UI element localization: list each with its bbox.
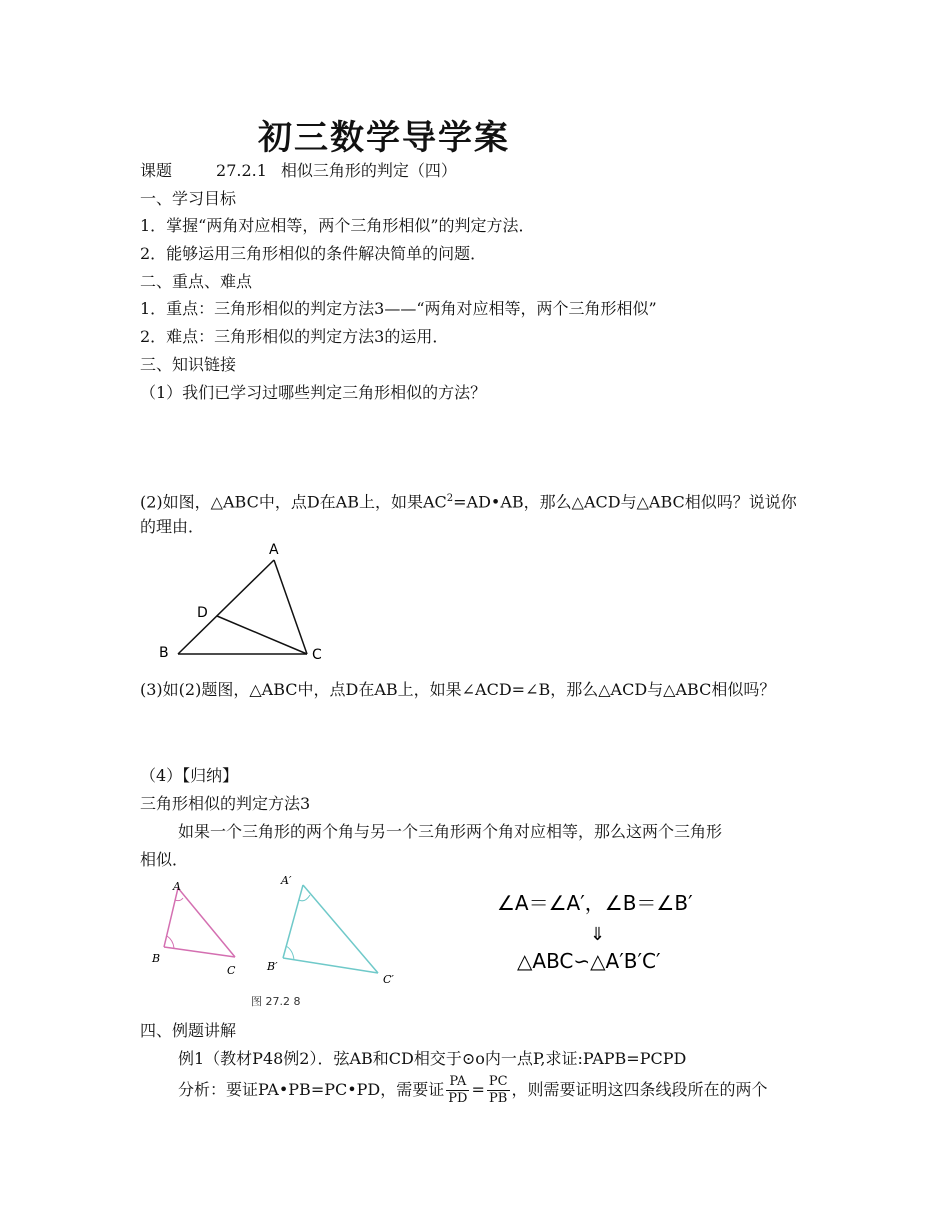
question-2: (2)如图，△ABC中，点D在AB上，如果$AC^2=AD•AB$，那么△ACD与△ABC相似吗？说说你 bbox=[140, 492, 797, 512]
figure-caption: 图 27.2 8 bbox=[251, 995, 301, 1008]
formula-condition: ∠A＝∠A′，∠B＝∠B′ bbox=[497, 891, 693, 915]
similar-triangles-figure bbox=[145, 870, 705, 1015]
method-text-cont: 相似． bbox=[140, 850, 189, 869]
formula-conclusion: △ABC∽△A′B′C′ bbox=[517, 949, 661, 973]
fraction-pc-pb: $\frac{PC}{PB}$ bbox=[488, 1074, 508, 1106]
method-text: 如果一个三角形的两个角与另一个三角形两个角对应相等，那么这两个三角形 bbox=[178, 822, 723, 841]
label-c: C bbox=[312, 647, 322, 663]
side-ac bbox=[274, 560, 307, 654]
tri2-side-ab bbox=[283, 885, 303, 958]
tri1-side-ab bbox=[164, 888, 178, 947]
formula-arrow: ⇓ bbox=[590, 924, 606, 945]
keypoint-1: 1．重点：三角形相似的判定方法3——“两角对应相等，两个三角形相似” bbox=[140, 299, 657, 318]
fraction-pa-pd: $\frac{PA}{PD}$ bbox=[448, 1074, 468, 1106]
label-d: D bbox=[197, 605, 208, 621]
label-a: A bbox=[269, 542, 279, 558]
page-title: 初三数学导学案 bbox=[258, 118, 510, 158]
tri1-label-a: A bbox=[173, 880, 181, 893]
analysis-line: 分析：要证PA•PB=PC•PD，需要证 $\frac{PA}{PD}$ = $\frac{PC}{PB}$ ，则需要证明这四条线段所在的两个 bbox=[178, 1074, 768, 1106]
lesson-label: 课题 bbox=[140, 161, 173, 180]
tri1-label-b: B bbox=[152, 952, 161, 965]
keypoint-2: 2．难点：三角形相似的判定方法3的运用． bbox=[140, 327, 449, 346]
tri2-label-b: B′ bbox=[267, 960, 278, 973]
section-heading-3: 三、知识链接 bbox=[140, 355, 237, 374]
side-ab bbox=[178, 560, 274, 654]
section-heading-1: 一、学习目标 bbox=[140, 189, 237, 208]
question-4: （4）【归纳】 bbox=[140, 766, 239, 785]
segment-dc bbox=[217, 616, 307, 654]
objective-2: 2．能够运用三角形相似的条件解决简单的问题． bbox=[140, 244, 487, 263]
lesson-line bbox=[140, 160, 457, 182]
tri1-side-ac bbox=[178, 888, 235, 957]
question-3: (3)如(2)题图，△ABC中，点D在AB上，如果∠ACD=∠B，那么△ACD与△ABC相似吗？ bbox=[140, 680, 776, 699]
tri1-label-c: C bbox=[227, 964, 236, 977]
label-b: B bbox=[159, 645, 169, 661]
question-2-cont: 的理由． bbox=[140, 517, 205, 536]
tri1-side-bc bbox=[164, 947, 235, 957]
section-heading-4: 四、例题讲解 bbox=[140, 1021, 237, 1040]
section-heading-2: 二、重点、难点 bbox=[140, 272, 253, 291]
example-1: 例1（教材P48例2）．弦AB和CD相交于⊙o内一点P,求证:PAPB=PCPD bbox=[178, 1049, 687, 1068]
question-1: （1）我们已学习过哪些判定三角形相似的方法？ bbox=[140, 383, 487, 402]
tri2-label-a: A′ bbox=[281, 874, 292, 887]
tri2-angle-b bbox=[286, 946, 294, 960]
objective-1: 1．掌握“两角对应相等，两个三角形相似”的判定方法． bbox=[140, 216, 535, 235]
method-title: 三角形相似的判定方法3 bbox=[140, 794, 311, 813]
tri2-side-ac bbox=[303, 885, 378, 973]
triangle-figure-1 bbox=[150, 538, 340, 666]
tri1-angle-b bbox=[167, 936, 174, 948]
lesson-name: 相似三角形的判定（四） bbox=[280, 161, 457, 180]
tri2-side-bc bbox=[283, 958, 378, 973]
tri2-label-c: C′ bbox=[383, 973, 394, 986]
lesson-number: 27.2.1 bbox=[216, 161, 267, 180]
